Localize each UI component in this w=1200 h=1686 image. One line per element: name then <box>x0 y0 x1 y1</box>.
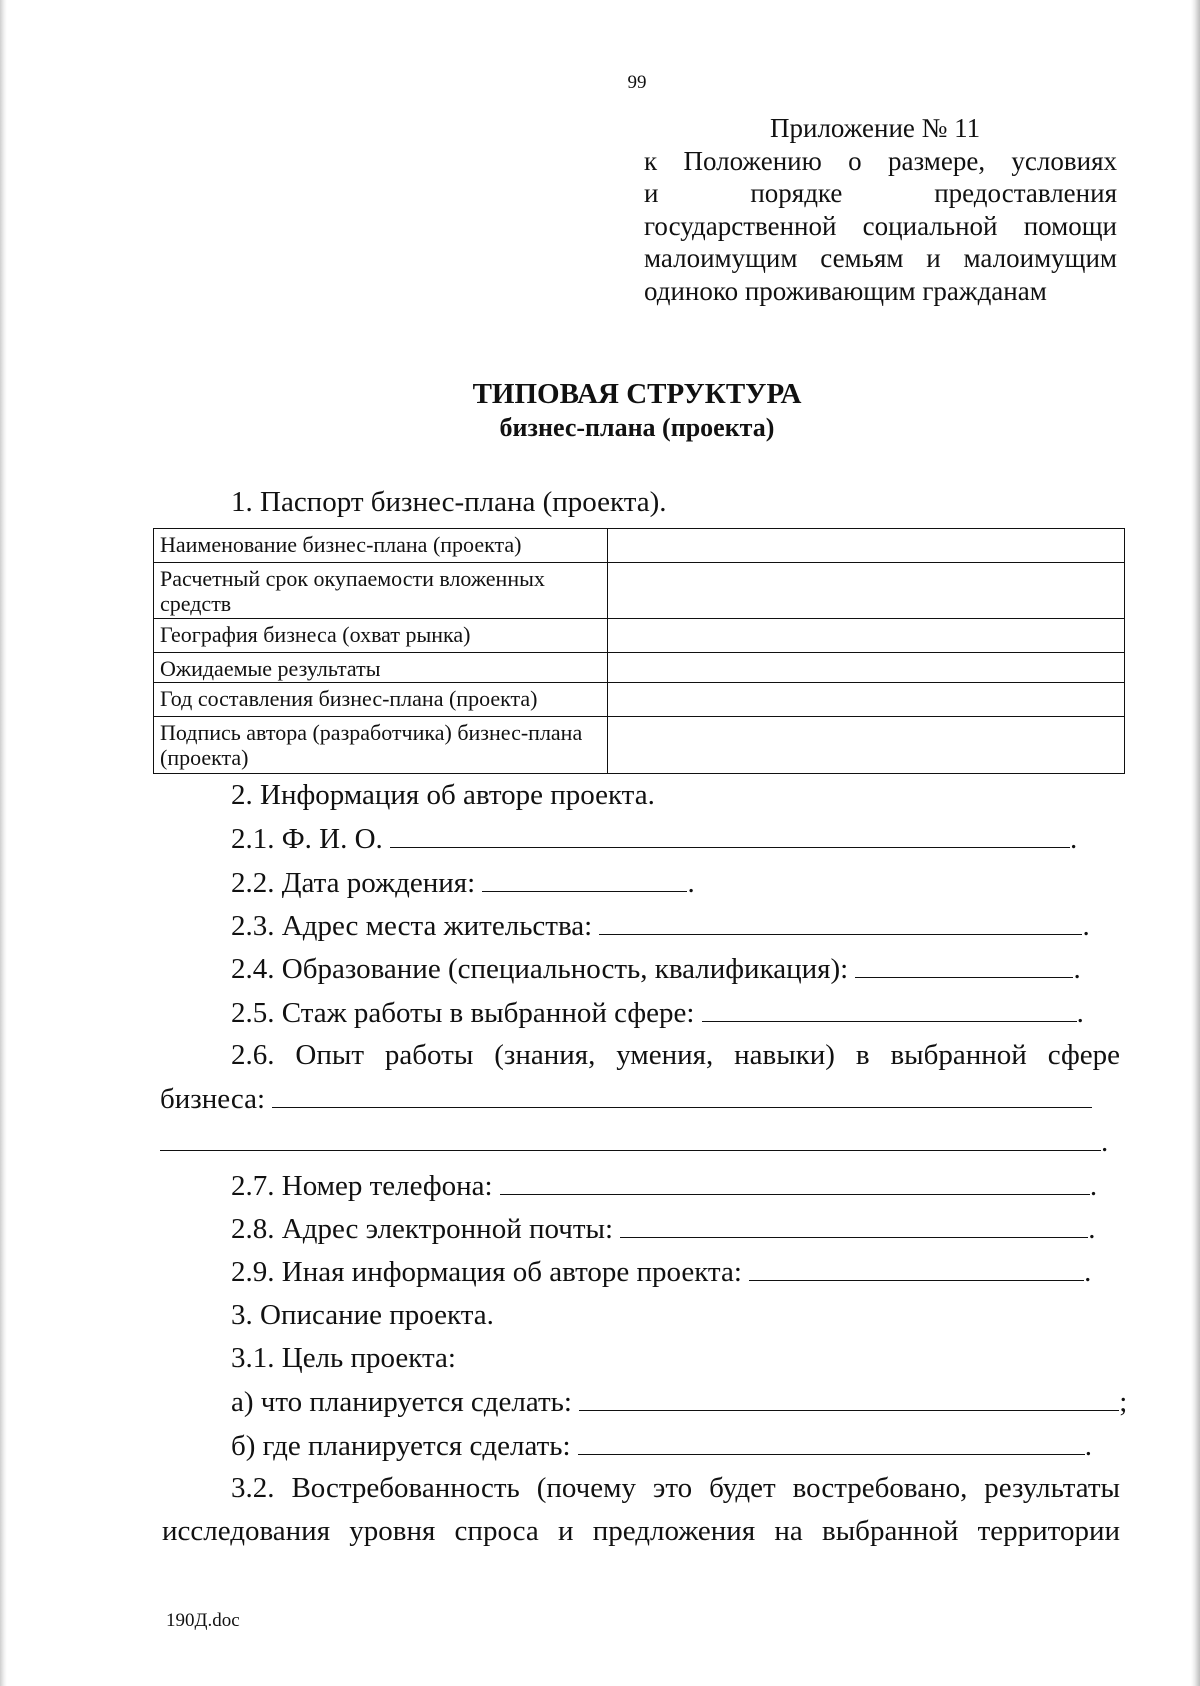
section-1-heading: 1. Паспорт бизнес-плана (проекта). <box>231 486 667 518</box>
row-label: Расчетный срок окупаемости вложенных средств <box>154 563 608 619</box>
fio-label: 2.1. Ф. И. О. <box>231 823 383 855</box>
education-label: 2.4. Образование (специальность, квалификация): <box>231 953 849 985</box>
email-label: 2.8. Адрес электронной почты: <box>231 1213 614 1245</box>
appendix-title: Приложение № 11 <box>770 113 981 143</box>
page-number: 99 <box>627 72 647 93</box>
line-end-punct: . <box>1084 1256 1092 1288</box>
footer-filename: 190Д.doc <box>166 1610 240 1631</box>
line-end-punct: . <box>1070 823 1078 855</box>
row-label: Год составления бизнес-плана (проекта) <box>154 683 608 717</box>
table-row <box>154 683 1125 717</box>
document-title: ТИПОВАЯ СТРУКТУРА <box>472 378 802 410</box>
line-end-punct: . <box>1088 1213 1096 1245</box>
email-field[interactable] <box>620 1211 1088 1238</box>
other-info-line <box>231 1254 1091 1289</box>
fio-field[interactable] <box>390 821 1070 848</box>
appendix-line: одиноко проживающим гражданам <box>644 275 1047 306</box>
where-line <box>231 1428 1092 1463</box>
scan-left-edge <box>0 0 7 1686</box>
what-line <box>231 1384 1127 1419</box>
scan-right-edge <box>1191 0 1200 1686</box>
experience-years-label: 2.5. Стаж работы в выбранной сфере: <box>231 997 695 1029</box>
address-field[interactable] <box>599 908 1082 935</box>
line-end-punct: . <box>1089 1170 1098 1202</box>
line-end-punct: ; <box>1119 1386 1128 1418</box>
education-line <box>231 951 1081 986</box>
section-2-heading: 2. Информация об авторе проекта. <box>231 779 655 811</box>
line-end-punct: . <box>1082 910 1090 942</box>
row-label: География бизнеса (охват рынка) <box>154 619 608 653</box>
experience-field-continued[interactable] <box>160 1124 1101 1151</box>
goal-heading: 3.1. Цель проекта: <box>231 1342 456 1374</box>
row-label: Наименование бизнес-плана (проекта) <box>154 529 608 563</box>
experience-years-field[interactable] <box>702 995 1077 1022</box>
row-value-cell[interactable] <box>608 529 1125 563</box>
line-end-punct: . <box>1073 953 1081 985</box>
phone-line <box>231 1168 1097 1203</box>
demand-line-1: 3.2. Востребованность (почему это будет востребовано, результаты <box>231 1472 1120 1504</box>
experience-line-1: 2.6. Опыт работы (знания, умения, навыки) в выбранной сфере <box>231 1039 1120 1071</box>
experience-line-2 <box>160 1081 1092 1116</box>
document-title-block <box>0 377 1200 445</box>
birth-date-line <box>231 865 695 900</box>
line-end-punct: . <box>687 867 695 899</box>
phone-label: 2.7. Номер телефона: <box>231 1170 493 1202</box>
birth-date-field[interactable] <box>482 865 687 892</box>
row-label: Подпись автора (разработчика) бизнес-плана (проекта) <box>154 717 608 774</box>
what-label: а) что планируется сделать: <box>231 1386 572 1418</box>
birth-date-label: 2.2. Дата рождения: <box>231 867 476 899</box>
row-label: Ожидаемые результаты <box>154 653 608 683</box>
other-info-field[interactable] <box>749 1254 1084 1281</box>
what-field[interactable] <box>579 1384 1119 1411</box>
experience-label: бизнеса: <box>160 1083 265 1115</box>
demand-line-2: исследования уровня спроса и предложения на выбранной территории <box>162 1515 1120 1547</box>
line-end-punct: . <box>1101 1126 1109 1158</box>
appendix-line: малоимущим семьям и малоимущим <box>644 243 1117 273</box>
experience-years-line <box>231 995 1084 1030</box>
appendix-line: и порядке предоставления <box>644 178 1117 208</box>
address-line <box>231 908 1090 943</box>
table-row <box>154 653 1125 683</box>
experience-field[interactable] <box>272 1081 1092 1108</box>
row-value-cell[interactable] <box>608 683 1125 717</box>
other-info-label: 2.9. Иная информация об авторе проекта: <box>231 1256 742 1288</box>
where-field[interactable] <box>578 1428 1085 1455</box>
table-row <box>154 717 1125 774</box>
education-field[interactable] <box>855 951 1073 978</box>
row-value-cell[interactable] <box>608 619 1125 653</box>
where-label: б) где планируется сделать: <box>231 1430 571 1462</box>
appendix-line: к Положению о размере, условиях <box>644 145 1117 176</box>
document-subtitle: бизнес-плана (проекта) <box>499 413 775 442</box>
appendix-block <box>644 112 1117 307</box>
table-row <box>154 563 1125 619</box>
email-line <box>231 1211 1096 1246</box>
table-row <box>154 619 1125 653</box>
appendix-line: государственной социальной помощи <box>644 210 1117 241</box>
table-row <box>154 529 1125 563</box>
experience-line-3 <box>160 1124 1108 1159</box>
row-value-cell[interactable] <box>608 653 1125 683</box>
line-end-punct: . <box>1084 1430 1093 1462</box>
row-value-cell[interactable] <box>608 717 1125 774</box>
section-3-heading: 3. Описание проекта. <box>231 1299 494 1331</box>
line-end-punct: . <box>1076 997 1084 1029</box>
row-value-cell[interactable] <box>608 563 1125 619</box>
phone-field[interactable] <box>500 1168 1090 1195</box>
fio-line <box>231 821 1077 856</box>
address-label: 2.3. Адрес места жительства: <box>231 910 593 942</box>
passport-table <box>153 528 1125 774</box>
